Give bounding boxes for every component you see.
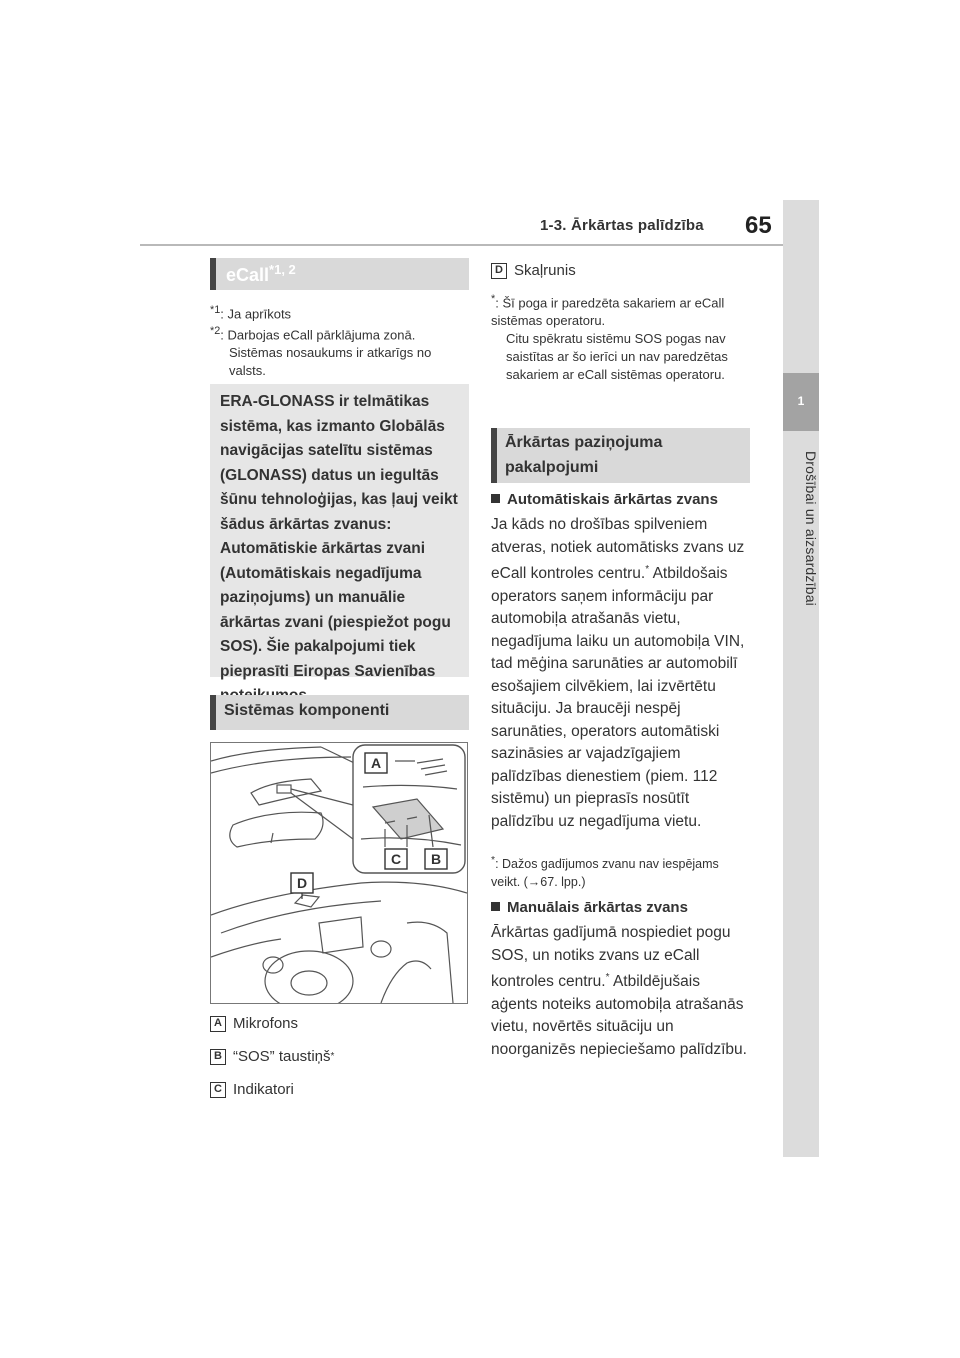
chapter-title: Drošībai un aizsardzībai <box>803 450 819 606</box>
legend-item-c: C Indikatori <box>210 1081 294 1098</box>
legend-key-c: C <box>210 1082 226 1098</box>
footnote-auto-call: *: Dažos gadījumos zvanu nav iespējams veikt. (→67. lpp.) <box>491 855 719 890</box>
section-title: 1-3. Ārkārtas palīdzība <box>540 217 704 234</box>
legend-key-b: B <box>210 1049 226 1065</box>
figure-label-c-text: C <box>390 851 402 867</box>
figure-label-c <box>385 849 407 869</box>
square-bullet-icon <box>491 494 500 503</box>
square-bullet-icon <box>491 902 500 911</box>
figure-label-b-text: B <box>430 851 442 867</box>
legend-key-a: A <box>210 1016 226 1032</box>
legend-item-b: B “SOS” taustiņš * <box>210 1048 334 1065</box>
chapter-number: 1 <box>797 394 805 408</box>
figure-label-d-text: D <box>296 875 308 891</box>
legend-key-d: D <box>491 263 507 279</box>
header-divider <box>140 244 784 246</box>
legend-item-a: A Mikrofons <box>210 1015 298 1032</box>
figure-label-a <box>365 753 387 773</box>
figure-label-b <box>425 849 447 869</box>
footnote-sos: *: Šī poga ir paredzēta sakariem ar eCall sistēmas operatoru. Citu spēkratu sistēmu SOS pogas nav saistītas ar šo ierīci un nav paredzētas sakariem ar eCall sistēmas operatoru. <box>491 293 728 383</box>
auto-call-text: Ja kāds no drošības spilveniem atveras, notiek automātisks zvans uz eCall kontroles centru.* Atbildošais operators saņem informāciju par automobiļa atrašanās vietu, negadījuma laiku un automobiļa VIN, tad mēģina sarunāties ar automobilī esošajiem cilvēkiem, lai izvērtētu situāciju. Ja braucēji nespēj sarunāties, operators automātiski sazināsies ar vajadzīgajiem palīdzības dienestiem (piem. 112 sistēmu) un pieprasīs nosūtīt palīdzību uz negadījuma vietu. <box>491 516 745 830</box>
legend-item-d: D Skaļrunis <box>491 262 576 279</box>
footnote-2: $^{*2}$: Darbojas eCall pārklājuma zonā. Sistēmas nosaukums ir atkarīgs no valsts. <box>210 325 432 379</box>
components-heading: Sistēmas komponenti <box>210 695 469 730</box>
side-tab <box>783 200 819 1157</box>
ecall-heading: eCall$^{*1, 2}$ <box>210 258 469 290</box>
manual-call-text: Ārkārtas gadījumā nospiediet pogu SOS, un notiks zvans uz eCall kontroles centru.* Atbildējušais aģents noteiks automobiļa atrašanās vietu, novērtēs situāciju un noorganizēs nepieciešamo palīdzību. <box>491 924 747 1058</box>
page-number: 65 <box>745 212 772 239</box>
figure-label-d <box>291 873 313 893</box>
car-interior-illustration <box>211 743 467 1003</box>
footnote-1: $^{*1}$: Ja aprīkots <box>210 304 292 322</box>
notification-services-heading: Ārkārtas paziņojuma pakalpojumi <box>491 428 750 483</box>
manual-call-heading: Manuālais ārkārtas zvans <box>491 899 688 916</box>
components-figure <box>210 742 468 1004</box>
auto-call-heading: Automātiskais ārkārtas zvans <box>491 491 718 508</box>
figure-label-a-text: A <box>370 755 382 771</box>
intro-text-box: ERA-GLONASS ir telmātikas sistēma, kas izmanto Globālās navigācijas satelītu sistēmas (GLONASS) datus un iegultās šūnu tehnoloģijas, kas ļauj veikt šādus ārkārtas zvanus: Automātiskie ārkārtas zvani (Automātiskais negadījuma paziņojums) un manuālie ārkārtas zvani (piespiežot pogu SOS). Šie pakalpojumi tiek pieprasīti Eiropas Savienības <box>210 384 469 677</box>
